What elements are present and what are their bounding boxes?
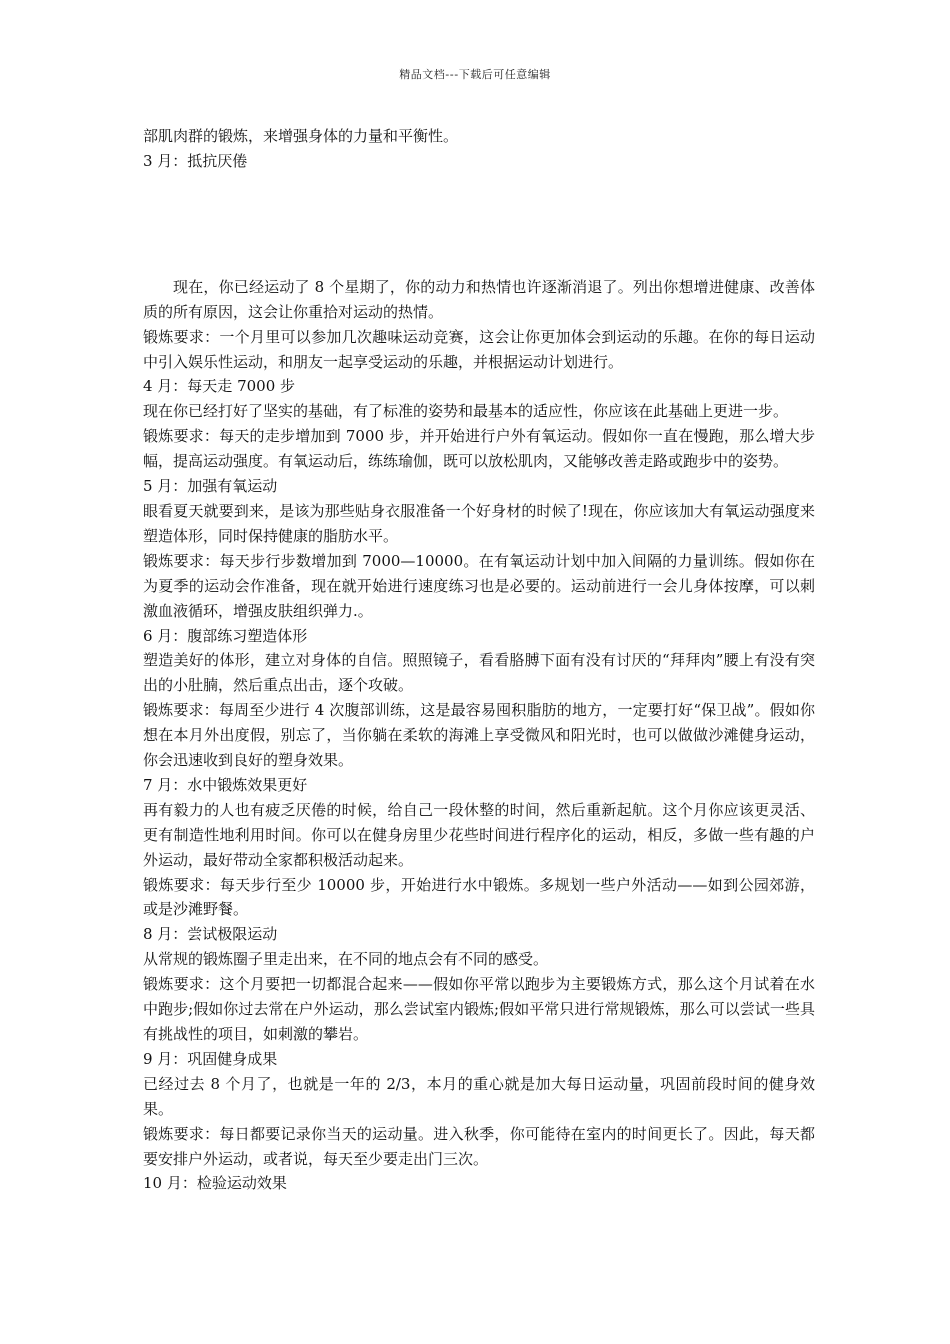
paragraph-august-body: 从常规的锻炼圈子里走出来，在不同的地点会有不同的感受。 [143,950,549,969]
section-heading-september: 9 月：巩固健身成果 [143,1049,278,1068]
section-heading-august: 8 月：尝试极限运动 [143,925,278,944]
paragraph-july-requirement: 锻炼要求：每天步行至少 10000 步，开始进行水中锻炼。多规划一些户外活动——如到公园郊游，或是沙滩野餐。 [143,875,815,919]
blank-gap [143,174,815,275]
paragraph-may-body: 眼看夏天就要到来，是该为那些贴身衣服准备一个好身材的时候了!现在，你应该加大有氧运动强度来塑造体形，同时保持健康的脂肪水平。 [143,501,815,545]
document-body [143,124,815,1196]
section-heading-may: 5 月：加强有氧运动 [143,477,278,496]
section-heading-october: 10 月：检验运动效果 [143,1174,287,1193]
section-heading-july: 7 月：水中锻炼效果更好 [143,775,308,794]
section-heading-april: 4 月：每天走 7000 步 [143,377,296,396]
paragraph-march-requirement: 锻炼要求：一个月里可以参加几次趣味运动竞赛，这会让你更加体会到运动的乐趣。在你的每日运动中引入娱乐性运动，和朋友一起享受运动的乐趣，并根据运动计划进行。 [143,327,815,371]
paragraph-june-requirement: 锻炼要求：每周至少进行 4 次腹部训练，这是最容易囤积脂肪的地方，一定要打好“保卫战”。假如你想在本月外出度假，别忘了，当你躺在柔软的海滩上享受微风和阳光时，也可以做做沙滩健身运动，你会迅速收到良好的塑身效果。 [143,701,815,770]
paragraph-april-requirement: 锻炼要求：每天的走步增加到 7000 步，并开始进行户外有氧运动。假如你一直在慢跑，那么增大步幅，提高运动强度。有氧运动后，练练瑜伽，既可以放松肌肉，又能够改善走路或跑步中的姿势。 [143,427,815,471]
paragraph-july-body: 再有毅力的人也有疲乏厌倦的时候，给自己一段休整的时间，然后重新起航。这个月你应该更灵活、更有制造性地利用时间。你可以在健身房里少花些时间进行程序化的运动，相反，多做一些有趣的户外运动，最好带动全家都积极活动起来。 [143,800,815,869]
paragraph-march-body: 现在，你已经运动了 8 个星期了，你的动力和热情也许逐渐消退了。列出你想增进健康、改善体质的所有原因，这会让你重拾对运动的热情。 [143,277,815,321]
paragraph-september-requirement: 锻炼要求：每日都要记录你当天的运动量。进入秋季，你可能待在室内的时间更长了。因此，每天都要安排户外运动，或者说，每天至少要走出门三次。 [143,1124,815,1168]
page-header: 精品文档---下载后可任意编辑 [399,68,551,81]
paragraph-september-body: 已经过去 8 个月了，也就是一年的 2/3，本月的重心就是加大每日运动量，巩固前段时间的健身效果。 [143,1074,815,1118]
paragraph-august-requirement: 锻炼要求：这个月要把一切都混合起来——假如你平常以跑步为主要锻炼方式，那么这个月试着在水中跑步;假如你过去常在户外运动，那么尝试室内锻炼;假如平常只进行常规锻炼，那么可以尝试一些具有挑战性的项目，如刺激的攀岩。 [143,975,815,1043]
paragraph-june-body: 塑造美好的体形，建立对身体的自信。照照镜子，看看胳膊下面有没有讨厌的“拜拜肉”腰上有没有突出的小肚腩，然后重点出击，逐个攻破。 [143,651,815,695]
section-heading-march: 3 月：抵抗厌倦 [143,151,248,170]
paragraph-may-requirement: 锻炼要求：每天步行步数增加到 7000—10000。在有氧运动计划中加入间隔的力量训练。假如你在为夏季的运动会作准备，现在就开始进行速度练习也是必要的。运动前进行一会儿身体按摩，可以刺激血液循环，增强皮肤组织弹力.。 [143,551,815,620]
section-heading-june: 6 月：腹部练习塑造体形 [143,626,308,645]
paragraph-intro-tail: 部肌肉群的锻炼，来增强身体的力量和平衡性。 [143,127,459,145]
paragraph-april-body: 现在你已经打好了坚实的基础，有了标准的姿势和最基本的适应性，你应该在此基础上更进一步。 [143,402,789,421]
